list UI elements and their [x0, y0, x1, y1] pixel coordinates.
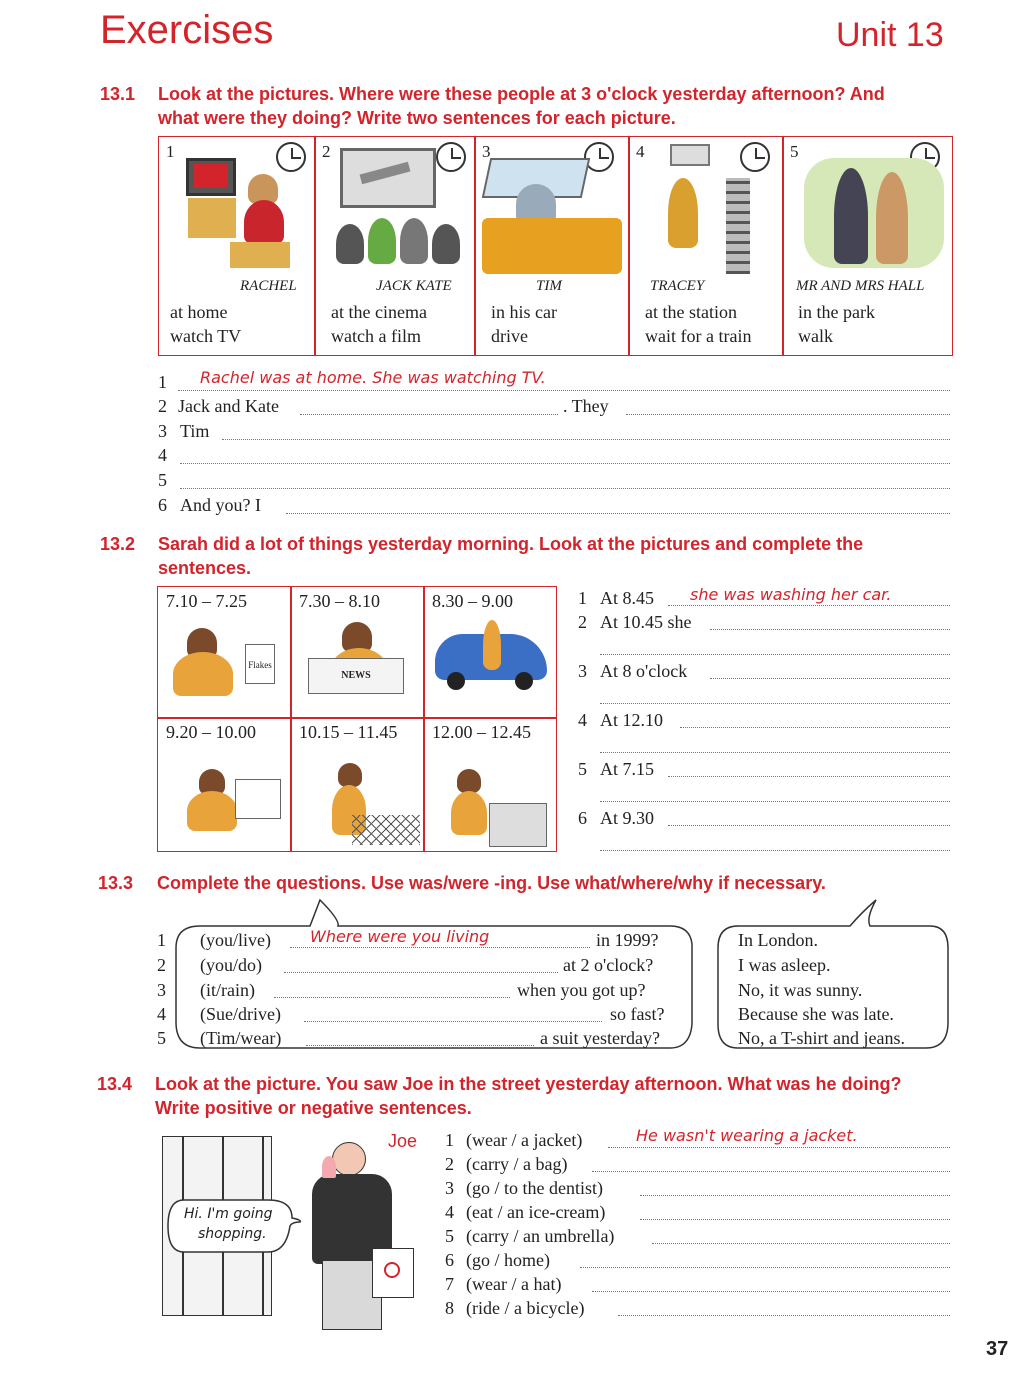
ex1-picture-3	[476, 138, 626, 294]
ex1-input-5[interactable]	[180, 488, 950, 489]
ex2-answer-1: she was washing her car.	[690, 585, 892, 604]
ex3-cue: (you/live)	[200, 930, 271, 950]
ex3-end: in 1999?	[596, 930, 659, 950]
ex4-item-number: 6	[445, 1250, 454, 1270]
ex1-input-2b[interactable]	[626, 414, 950, 415]
ex3-answer-1: Where were you living	[310, 927, 490, 946]
page-title: Exercises	[100, 8, 274, 52]
picture-1-place: at home	[170, 302, 228, 322]
ex2-item-number: 2	[578, 612, 587, 632]
ex4-input-8[interactable]	[618, 1315, 950, 1316]
ex1-instruction-2: what were they doing? Write two sentences for each picture.	[158, 108, 676, 128]
ex4-input-4[interactable]	[640, 1219, 950, 1220]
ex4-item-number: 4	[445, 1202, 454, 1222]
ex2-item-number: 1	[578, 588, 587, 608]
ex3-reply: In London.	[738, 930, 818, 950]
ex2-item-number: 3	[578, 661, 587, 681]
ex1-line-mid: . They	[563, 396, 609, 416]
ex2-input-3b[interactable]	[600, 703, 950, 704]
ex4-cue: (wear / a jacket)	[466, 1130, 583, 1150]
ex1-input-6[interactable]	[286, 513, 950, 514]
ex1-instruction-1: Look at the pictures. Where were these people at 3 o'clock yesterday afternoon? And	[158, 84, 885, 104]
ex4-input-2[interactable]	[592, 1171, 950, 1172]
ex3-reply: Because she was late.	[738, 1004, 894, 1024]
cereal-box-label: Flakes	[245, 644, 275, 684]
ex2-input-4[interactable]	[680, 727, 950, 728]
ex3-end: a suit yesterday?	[540, 1028, 660, 1048]
clock-icon	[584, 142, 614, 172]
ex3-input-2[interactable]	[284, 972, 558, 973]
newspaper-label: NEWS	[308, 658, 404, 694]
ex1-number: 13.1	[100, 84, 136, 104]
ex4-cue: (carry / a bag)	[466, 1154, 568, 1174]
ex4-cue: (wear / a hat)	[466, 1274, 562, 1294]
ex2-input-4b[interactable]	[600, 752, 950, 753]
time-range: 7.30 – 8.10	[299, 591, 380, 611]
ex1-line-number: 1	[158, 372, 167, 392]
picture-name: MR AND MRS HALL	[796, 278, 925, 294]
ex2-input-6[interactable]	[668, 825, 950, 826]
picture-4-place: at the station	[645, 302, 737, 322]
ex1-picture-1	[160, 138, 312, 294]
ex1-picture-4	[630, 138, 780, 294]
ex1-line-prefix: Tim	[180, 421, 210, 441]
ex4-instruction-2: Write positive or negative sentences.	[155, 1098, 472, 1118]
picture-5-place: in the park	[798, 302, 875, 322]
picture-3-place: in his car	[491, 302, 557, 322]
ex3-cue: (you/do)	[200, 955, 262, 975]
ex3-row-number: 4	[157, 1004, 166, 1024]
ex4-answer-1: He wasn't wearing a jacket.	[636, 1126, 858, 1145]
page-number: 37	[986, 1338, 1009, 1360]
ex4-instruction-1: Look at the picture. You saw Joe in the street yesterday afternoon. What was he doing?	[155, 1074, 902, 1094]
ex2-picture-3	[425, 588, 556, 716]
ex3-row-number: 1	[157, 930, 166, 950]
speech-line-2: shopping.	[198, 1226, 267, 1242]
ex2-instruction-2: sentences.	[158, 558, 252, 578]
ex4-cue: (go / home)	[466, 1250, 550, 1270]
ex4-input-7[interactable]	[592, 1291, 950, 1292]
ex2-instruction-1: Sarah did a lot of things yesterday morning. Look at the pictures and complete the	[158, 534, 864, 554]
ex2-item-number: 5	[578, 759, 587, 779]
ex3-reply: No, a T-shirt and jeans.	[738, 1028, 905, 1048]
ex3-end: at 2 o'clock?	[563, 955, 654, 975]
speech-line-1: Hi. I'm going	[184, 1206, 273, 1222]
ex2-item-number: 6	[578, 808, 587, 828]
picture-name: TRACEY	[650, 278, 705, 294]
ex4-picture	[162, 1136, 418, 1399]
picture-number: 5	[790, 142, 799, 161]
ex3-end: so fast?	[610, 1004, 665, 1024]
ex1-picture-5	[784, 138, 951, 294]
picture-3-action: drive	[491, 326, 528, 346]
ex2-input-3[interactable]	[710, 678, 950, 679]
ex3-instruction: Complete the questions. Use was/were -ing. Use what/where/why if necessary.	[157, 873, 826, 893]
ex4-input-5[interactable]	[652, 1243, 950, 1244]
ex4-item-number: 7	[445, 1274, 454, 1294]
ex4-item-number: 3	[445, 1178, 454, 1198]
ex2-item-text: At 8.45	[600, 588, 654, 608]
time-range: 7.10 – 7.25	[166, 591, 247, 611]
ex3-input-4[interactable]	[304, 1021, 602, 1022]
ex1-line-number: 2	[158, 396, 167, 416]
ex4-item-number: 2	[445, 1154, 454, 1174]
ex4-input-3[interactable]	[640, 1195, 950, 1196]
ex4-cue: (go / to the dentist)	[466, 1178, 603, 1198]
picture-1-action: watch TV	[170, 326, 242, 346]
ex3-reply: No, it was sunny.	[738, 980, 863, 1000]
ex3-row-number: 2	[157, 955, 166, 975]
ex4-item-number: 5	[445, 1226, 454, 1246]
time-range: 9.20 – 10.00	[166, 722, 256, 742]
ex4-number: 13.4	[97, 1074, 133, 1094]
ex2-input-2[interactable]	[710, 629, 950, 630]
time-range: 12.00 – 12.45	[432, 722, 531, 742]
ex2-picture-4	[159, 719, 289, 851]
picture-number: 3	[482, 142, 491, 161]
ex2-item-text: At 8 o'clock	[600, 661, 688, 681]
ex3-cue: (it/rain)	[200, 980, 255, 1000]
ex1-answer-1: Rachel was at home. She was watching TV.	[200, 368, 546, 387]
ex4-cue: (ride / a bicycle)	[466, 1298, 585, 1318]
picture-number: 2	[322, 142, 331, 161]
ex1-input-3[interactable]	[222, 439, 950, 440]
ex2-picture-1	[159, 588, 289, 716]
ex1-input-2a[interactable]	[300, 414, 558, 415]
ex2-item-text: At 7.15	[600, 759, 654, 779]
ex4-item-number: 1	[445, 1130, 454, 1150]
ex1-line-prefix: And you? I	[180, 495, 261, 515]
ex2-item-text: At 9.30	[600, 808, 654, 828]
picture-2-action: watch a film	[331, 326, 421, 346]
ex3-row-number: 3	[157, 980, 166, 1000]
ex1-input-4[interactable]	[180, 463, 950, 464]
ex3-end: when you got up?	[517, 980, 646, 1000]
ex2-item-number: 4	[578, 710, 587, 730]
picture-5-action: walk	[798, 326, 833, 346]
ex4-item-number: 8	[445, 1298, 454, 1318]
ex4-cue: (eat / an ice-cream)	[466, 1202, 606, 1222]
time-range: 10.15 – 11.45	[299, 722, 398, 742]
ex2-picture-6	[425, 719, 556, 851]
ex4-cue: (carry / an umbrella)	[466, 1226, 615, 1246]
picture-2-place: at the cinema	[331, 302, 427, 322]
ex3-row-number: 5	[157, 1028, 166, 1048]
ex3-reply: I was asleep.	[738, 955, 831, 975]
joe-label: Joe	[388, 1131, 418, 1151]
ex1-line-number: 6	[158, 495, 167, 515]
picture-name: JACK KATE	[376, 278, 452, 294]
unit-label: Unit 13	[836, 16, 944, 54]
clock-icon	[436, 142, 466, 172]
ex2-number: 13.2	[100, 534, 136, 554]
ex3-input-5[interactable]	[306, 1045, 534, 1046]
ex2-input-5[interactable]	[668, 776, 950, 777]
ex2-picture-2	[292, 588, 422, 716]
clock-icon	[740, 142, 770, 172]
ex3-cue: (Sue/drive)	[200, 1004, 281, 1024]
clock-icon	[276, 142, 306, 172]
ex3-number: 13.3	[98, 873, 134, 893]
picture-number: 1	[166, 142, 175, 161]
picture-number: 4	[636, 142, 645, 161]
ex3-input-3[interactable]	[274, 997, 510, 998]
ex3-cue: (Tim/wear)	[200, 1028, 282, 1048]
ex1-line-prefix: Jack and Kate	[178, 396, 279, 416]
ex2-item-text: At 10.45 she	[600, 612, 692, 632]
ex2-picture-5	[292, 719, 422, 851]
ex1-line-number: 3	[158, 421, 167, 441]
ex1-picture-2	[316, 138, 472, 294]
ex2-input-5b[interactable]	[600, 801, 950, 802]
ex4-input-6[interactable]	[580, 1267, 950, 1268]
ex1-line-number: 4	[158, 445, 167, 465]
picture-4-action: wait for a train	[645, 326, 752, 346]
ex2-input-6b[interactable]	[600, 850, 950, 851]
ex1-line-number: 5	[158, 470, 167, 490]
picture-name: RACHEL	[240, 278, 297, 294]
ex2-item-text: At 12.10	[600, 710, 663, 730]
time-range: 8.30 – 9.00	[432, 591, 513, 611]
picture-name: TIM	[536, 278, 562, 294]
ex2-input-2b[interactable]	[600, 654, 950, 655]
